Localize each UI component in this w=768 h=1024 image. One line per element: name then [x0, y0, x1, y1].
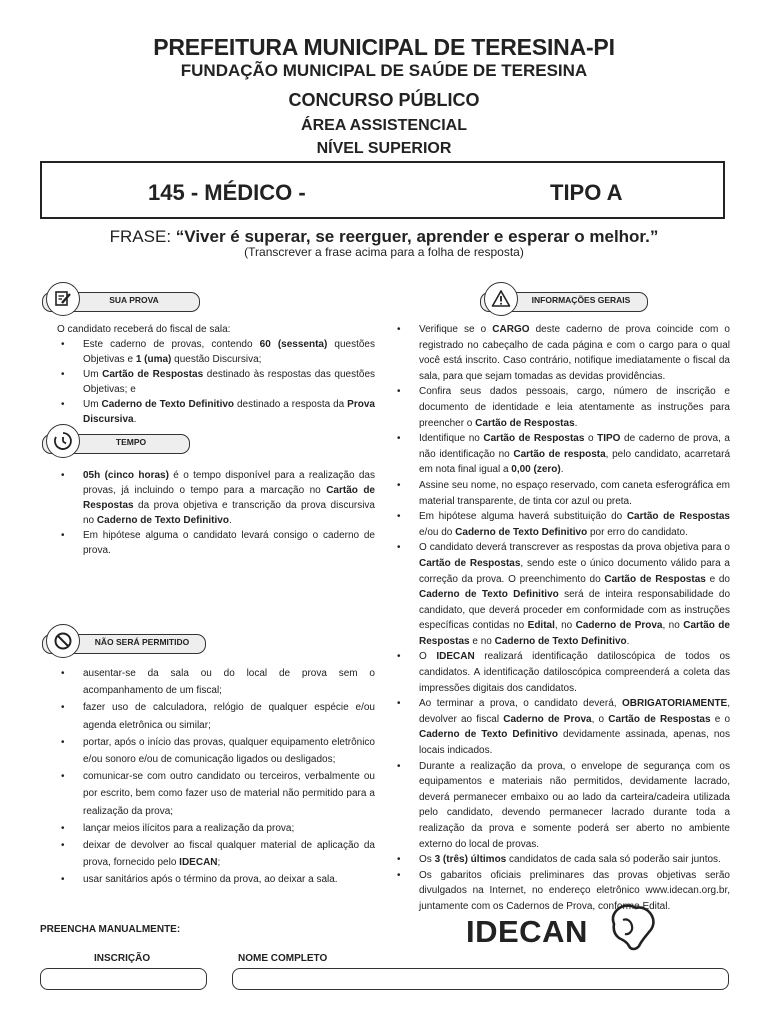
tempo-content	[57, 468, 375, 558]
item-text: Ao terminar a prova, o candidato deverá,	[419, 698, 623, 710]
item-text: portar, após o início das provas, qualquer equipamento eletrônico e/ou sonoro e/ou de comunicação ligados ou desligados;	[83, 736, 375, 766]
item-text: Confira seus dados pessoais, cargo, número de inscrição e documento de identidade e leia atentamente as instruções para preencher o	[419, 386, 730, 429]
item-text: devidamente assinada, apenas, nos locais indicados.	[419, 729, 730, 757]
emphasis-text: Caderno de Texto Definitivo	[494, 635, 627, 647]
emphasis-text: Prova Discursiva	[83, 399, 375, 425]
item-text: , pelo candidato, acarretará em nota final igual a	[419, 448, 731, 476]
item-text: destinado às respostas das questões Objetivas; e	[83, 369, 375, 395]
item-text: será de inteira responsabilidade do candidato, que deverá proceder em conformidade com as instruções específicas contidas no	[419, 589, 730, 632]
nao-permitido-list	[57, 665, 375, 889]
list-item	[57, 397, 375, 427]
list-item	[57, 665, 375, 699]
section-header-informacoes-gerais	[480, 282, 650, 322]
nao-permitido-content	[57, 665, 375, 889]
emphasis-text: 05h (cinco horas)	[83, 470, 169, 481]
emphasis-text: Cartão de resposta	[513, 448, 606, 460]
emphasis-text: Caderno de Prova	[503, 713, 592, 725]
section-title-informacoes-gerais: INFORMAÇÕES GERAIS	[531, 295, 631, 305]
item-text: usar sanitários após o término da prova, ao deixar a sala.	[83, 874, 338, 886]
header-concurso: CONCURSO PÚBLICO	[288, 90, 480, 110]
header-area: ÁREA ASSISTENCIAL	[301, 117, 467, 134]
emphasis-text: 1 (uma)	[135, 354, 172, 365]
tempo-list	[57, 468, 375, 558]
item-text: fazer uso de calculadora, relógio de qualquer espécie e/ou agenda eletrônica ou similar;	[83, 702, 375, 731]
item-text: Assine seu nome, no espaço reservado, com caneta esferográfica em material transparente, de tinta cor azul ou preta.	[419, 479, 730, 507]
informacoes-gerais-list	[393, 322, 730, 915]
frase-label: FRASE:	[109, 227, 172, 246]
item-text: Um	[83, 369, 103, 380]
item-text: lançar meios ilícitos para a realização da prova;	[83, 822, 295, 834]
item-text: candidatos de cada sala só poderão sair juntos.	[506, 854, 721, 866]
section-title-sua-prova: SUA PROVA	[109, 295, 159, 305]
sua-prova-intro: O candidato receberá do fiscal de sala:	[57, 324, 231, 335]
list-item	[393, 759, 730, 853]
list-item	[57, 837, 375, 871]
item-text: questão Discursiva;	[171, 354, 262, 365]
emphasis-text: Caderno de Texto Definitivo	[419, 729, 558, 741]
item-text: , o	[591, 713, 609, 725]
list-item	[393, 431, 730, 478]
list-item	[393, 852, 730, 868]
item-text: .	[626, 635, 630, 647]
item-text: O candidato deverá transcrever as respostas da prova objetiva para o	[419, 542, 730, 554]
item-text: Em hipótese alguma haverá substituição do	[419, 511, 627, 523]
item-text: Os	[419, 854, 435, 866]
prohibited-icon	[46, 624, 80, 658]
list-item	[57, 528, 375, 558]
item-text: Verifique se o	[419, 324, 493, 335]
warning-icon	[484, 282, 518, 316]
exam-code-box	[40, 161, 725, 219]
header-nivel: NÍVEL SUPERIOR	[316, 140, 452, 157]
item-text: Um	[83, 399, 102, 410]
emphasis-text: Cartão de Respostas	[102, 369, 204, 380]
idecan-logo-text: IDECAN	[466, 914, 588, 949]
emphasis-text: Caderno de Texto Definitivo	[101, 399, 235, 410]
header-subtitle: FUNDAÇÃO MUNICIPAL DE SAÚDE DE TERESINA	[180, 61, 588, 80]
list-item	[393, 540, 730, 649]
clock-icon	[46, 424, 80, 458]
section-title-nao-permitido: NÃO SERÁ PERMITIDO	[94, 637, 190, 647]
emphasis-text: 0,00 (zero)	[511, 464, 561, 476]
section-header-sua-prova	[42, 282, 202, 322]
item-text: destinado a resposta da	[234, 399, 348, 410]
sua-prova-content	[57, 322, 375, 427]
emphasis-text: Cartão de Respostas	[483, 433, 585, 445]
list-item	[393, 649, 730, 696]
item-text: ausentar-se da sala ou do local de prova sem o acompanhamento de um fiscal;	[83, 668, 375, 697]
emphasis-text: Cartão de Respostas	[419, 557, 521, 569]
exam-cargo: 145 - MÉDICO -	[148, 180, 306, 205]
item-text: .	[574, 417, 578, 429]
item-text: Os gabaritos oficiais preliminares das provas objetivas serão divulgados na Internet, no endereço eletrônico www.idecan.org.br, juntamente com os Cadernos de Prova, conforme Edital.	[419, 869, 730, 912]
emphasis-text: Caderno de Texto Definitivo	[455, 526, 588, 538]
form-edit-icon	[46, 282, 80, 316]
nome-completo-label: NOME COMPLETO	[238, 953, 328, 964]
emphasis-text: Caderno de Texto Definitivo	[419, 589, 559, 601]
list-item	[57, 734, 375, 768]
emphasis-text: Caderno de Texto Definitivo	[96, 515, 229, 526]
item-text: , devolver ao fiscal	[419, 698, 730, 725]
list-item	[57, 337, 375, 367]
exam-tipo: TIPO A	[550, 180, 623, 205]
section-header-tempo	[42, 424, 192, 464]
item-text: Durante a realização da prova, o envelope de segurança com os equipamentos e materiais não permitidos, devidamente lacrado, deverá permanecer embaixo ou ao lado da carteira/cadeira utilizada pelo candidato, devendo permanecer lacrado durante toda a realização da prova e somente poderá ser aberto no ambiente externo do local de provas.	[419, 760, 730, 850]
item-text: de caderno de prova, a não identificação no	[419, 433, 730, 460]
item-text: da prova objetiva e transcrição da prova discursiva no	[83, 500, 375, 526]
emphasis-text: 60 (sessenta)	[259, 339, 328, 350]
emphasis-text: OBRIGATORIAMENTE	[622, 698, 728, 710]
item-text: e no	[469, 635, 495, 647]
item-text: questões Objetivas e	[83, 339, 375, 365]
emphasis-text: Cartão de Respostas	[604, 573, 706, 585]
list-item	[57, 871, 375, 888]
emphasis-text: Caderno de Prova	[575, 620, 663, 632]
item-text: .	[560, 464, 564, 476]
list-item	[57, 768, 375, 820]
emphasis-text: 3 (três) últimos	[434, 854, 507, 866]
item-text: comunicar-se com outro candidato ou terceiros, verbalmente ou por escrito, bem como fazer uso de material não permitido para a realização da prova;	[83, 771, 375, 817]
item-text: realizará identificação datiloscópica de todos os candidatos. A identificação datiloscópica compreenderá a coleta das impressões digitais dos candidatos.	[419, 651, 731, 694]
frase-line	[0, 227, 768, 247]
list-item	[57, 367, 375, 397]
item-text: Identifique no	[419, 433, 484, 445]
list-item	[57, 699, 375, 733]
sua-prova-list	[57, 337, 375, 427]
emphasis-text: Cartão de Respostas	[83, 485, 375, 511]
fill-manually-label: PREENCHA MANUALMENTE:	[40, 924, 181, 935]
item-text: Este caderno de provas, contendo	[83, 339, 260, 350]
item-text: O	[419, 651, 437, 663]
emphasis-text: IDECAN	[436, 651, 475, 663]
emphasis-text: Cartão de Respostas	[626, 511, 730, 523]
list-item	[393, 868, 730, 915]
inscricao-label: INSCRIÇÃO	[94, 953, 151, 964]
frase-note: (Transcrever a frase acima para a folha de resposta)	[244, 245, 524, 259]
brazil-map-icon	[609, 902, 657, 952]
list-item	[393, 384, 730, 431]
inscricao-field[interactable]	[40, 968, 207, 990]
list-item	[393, 696, 730, 758]
emphasis-text: CARGO	[492, 324, 530, 335]
list-item	[393, 509, 730, 540]
frase-text: “Viver é superar, se reerguer, aprender e esperar o melhor.”	[175, 227, 659, 246]
item-text: .	[133, 414, 137, 425]
item-text: , no	[554, 620, 576, 632]
header-title: PREFEITURA MUNICIPAL DE TERESINA-PI	[153, 34, 615, 60]
item-text: por erro do candidato.	[587, 526, 688, 538]
section-title-tempo: TEMPO	[115, 437, 147, 447]
list-item	[57, 468, 375, 528]
item-text: ;	[217, 857, 221, 869]
emphasis-text: Cartão de Respostas	[475, 417, 575, 429]
list-item	[57, 820, 375, 837]
item-text: o	[584, 433, 598, 445]
emphasis-text: IDECAN	[179, 857, 218, 869]
item-text: deste caderno de prova coincide com o registrado no cabeçalho de cada página e com o cargo para o qual você está inscrito. Caso contrário, notifique imediatamente o fiscal da sala, para que sejam tomadas as devidas providências.	[419, 324, 730, 382]
item-text: deixar de devolver ao fiscal qualquer material de aplicação da prova, fornecido pelo	[83, 840, 375, 869]
item-text: , no	[662, 620, 684, 632]
emphasis-text: Cartão de Respostas	[608, 713, 711, 725]
emphasis-text: TIPO	[597, 433, 621, 445]
emphasis-text: Edital	[527, 620, 555, 632]
item-text: Em hipótese alguma o candidato levará consigo o caderno de prova.	[83, 530, 375, 556]
section-header-nao-permitido	[42, 624, 208, 664]
list-item	[393, 322, 730, 384]
list-item	[393, 478, 730, 509]
informacoes-gerais-content	[393, 322, 730, 915]
item-text: e o	[710, 713, 731, 725]
item-text: .	[228, 515, 232, 526]
item-text: e/ou do	[419, 526, 456, 538]
item-text: , sendo este o único documento válido para a correção da prova. O preenchimento do	[419, 557, 730, 585]
item-text: é o tempo disponível para a realização das provas, já incluindo o tempo para a marcação no	[83, 470, 375, 496]
item-text: e do	[705, 573, 730, 585]
emphasis-text: Cartão de Respostas	[419, 620, 730, 647]
nome-completo-field[interactable]	[232, 968, 729, 990]
